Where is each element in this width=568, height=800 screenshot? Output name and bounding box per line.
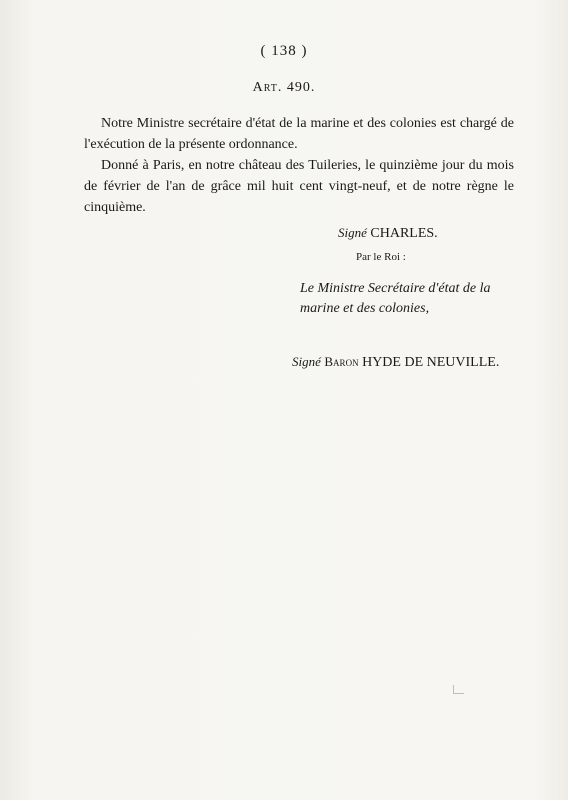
signature-name: CHARLES. <box>370 226 438 241</box>
signature-charles <box>338 225 438 242</box>
minister-title-line-1: Le Ministre Secrétaire d'état de la <box>300 281 491 296</box>
article-heading: Art. 490. <box>252 80 316 95</box>
signature-hyde-de-neuville <box>292 354 499 371</box>
minister-title <box>300 279 491 319</box>
signe-label: Signé <box>292 354 321 369</box>
par-le-roi: Par le Roi : <box>356 251 406 263</box>
signature-name: HYDE DE NEUVILLE. <box>362 355 500 370</box>
signature-title: Baron <box>324 354 359 369</box>
minister-title-line-2: marine et des colonies, <box>300 301 430 316</box>
paper-mark <box>453 685 464 694</box>
paragraph-given-at-paris: Donné à Paris, en notre château des Tuileries, le quinzième jour du mois de février de l'an de grâce mil huit cent vingt-neuf, et de notre règne le cinquième. <box>84 158 514 215</box>
signe-label: Signé <box>338 225 367 240</box>
paragraph-minister-charged: Notre Ministre secrétaire d'état de la marine et des colonies est chargé de l'exécution de la présente ordonnance. <box>84 116 514 152</box>
page-number: ( 138 ) <box>260 43 308 59</box>
